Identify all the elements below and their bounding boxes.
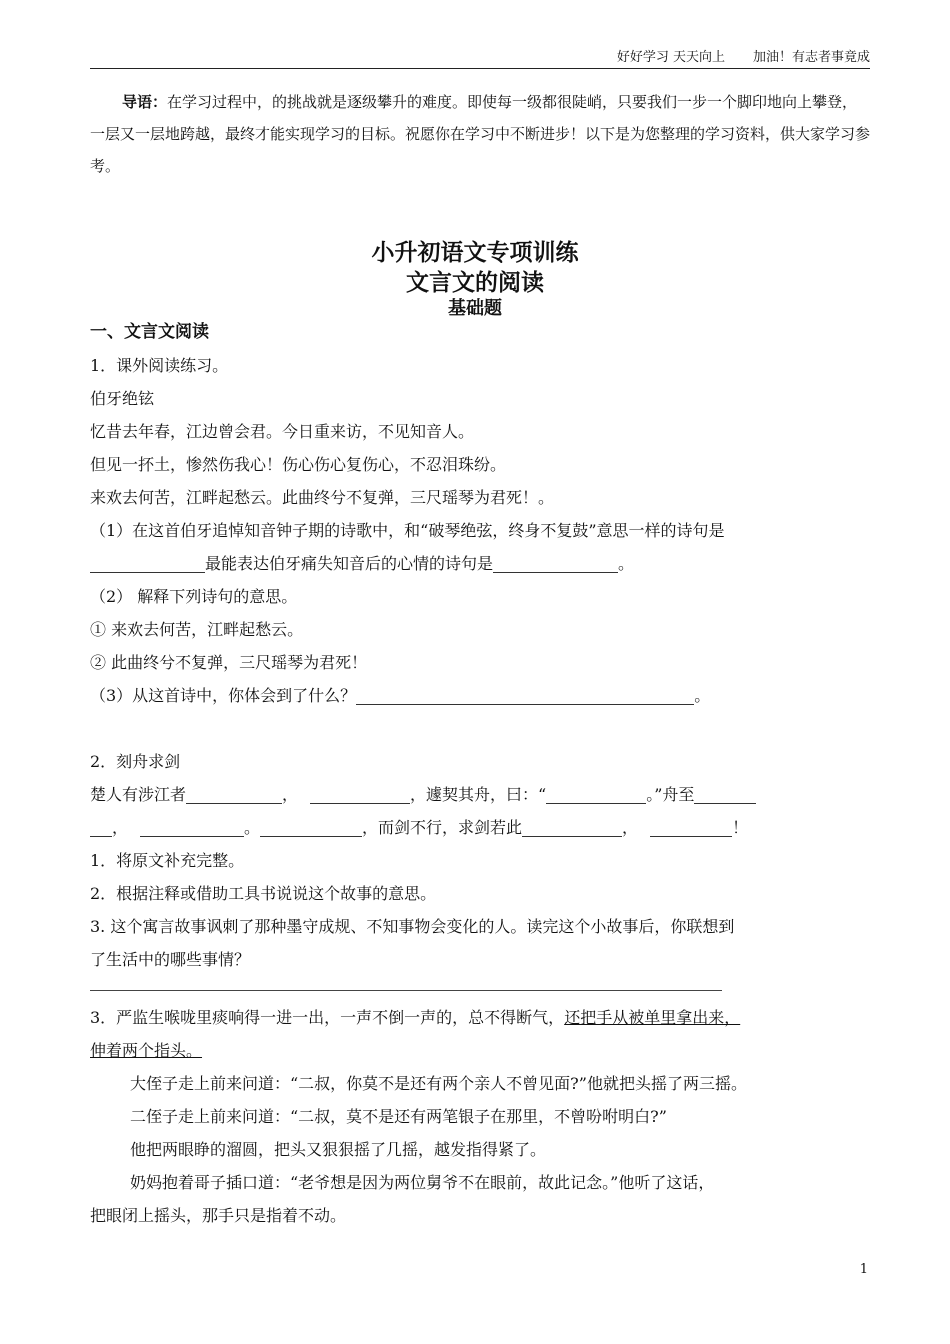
page-number: 1 [859,1262,868,1277]
answer-blank[interactable] [186,783,282,804]
answer-blank[interactable] [522,816,622,837]
content [90,316,872,1232]
q1-sub3-question: （3）从这首诗中，你体会到了什么？ 。 [90,686,711,705]
q2-task: 1．将原文补充完整。 [90,851,245,870]
answer-blank[interactable] [650,816,732,837]
spacer [90,712,872,745]
sub-title: 文言文的阅读 [406,270,544,296]
q2-fill-line: 楚人有涉江者 ， ，遽契其舟，曰：“ 。”舟至 [90,778,872,811]
header-motto-right: 加油！有志者事竟成 [752,50,870,65]
answer-blank[interactable] [140,816,244,837]
q3-paragraph: 奶妈抱着哥子插口道：“老爷想是因为两位舅爷不在眼前，故此记念。”他听了这话， [130,1173,715,1192]
q2-task-cont: 了生活中的哪些事情？ [90,950,251,969]
q3-paragraph: 二侄子走上前来问道：“二叔，莫不是还有两笔银子在那里，不曾吩咐明白?” [130,1107,667,1126]
q1-sub2-question: （2） 解释下列诗句的意思。 [90,587,298,606]
q3-paragraph: 他把两眼睁的溜圆，把头又狠狠摇了几摇，越发指得紧了。 [130,1140,547,1159]
q1-sub1-answer-line: 最能表达伯牙痛失知音后的心情的诗句是 。 [90,547,872,580]
poem-line: 来欢去何苦，江畔起愁云。此曲终兮不复弹，三尺瑶琴为君死！。 [90,488,555,507]
title-block [0,238,950,320]
answer-blank[interactable] [260,816,362,837]
q2-fill-line: ， 。 ，而剑不行，求剑若此 ， ！ [90,811,872,844]
q1-sub2-item: ① 来欢去何苦，江畔起愁云。 [90,620,304,639]
answer-blank[interactable] [546,783,646,804]
answer-blank[interactable] [90,552,205,573]
q1-sub1-question: （1）在这首伯牙追悼知音钟子期的诗歌中，和“破琴绝弦，终身不复鼓”意思一样的诗句是 [90,521,725,540]
header-motto-left: 好好学习 天天向上 [616,50,725,65]
q3-line: 伸着两个指头。 [90,1041,203,1060]
answer-blank[interactable] [90,816,112,837]
answer-blank[interactable] [310,783,410,804]
poem-line: 但见一抔土，惨然伤我心！伤心伤心复伤心，不忍泪珠纷。 [90,455,507,474]
main-title: 小升初语文专项训练 [371,240,579,266]
intro-label: 导语： [122,93,168,111]
level-title: 基础题 [448,298,502,319]
answer-blank[interactable] [493,552,618,573]
answer-blank[interactable] [694,783,756,804]
intro-paragraph [90,86,870,182]
q3-line: 3．严监生喉咙里痰响得一进一出，一声不倒一声的，总不得断气，还把手从被单里拿出来， [90,1008,741,1027]
q1-heading: 1．课外阅读练习。 [90,356,229,375]
poem-line: 忆昔去年春，江边曾会君。今日重来访，不见知音人。 [90,422,475,441]
q2-task: 3. 这个寓言故事讽刺了那种墨守成规、不知事物会变化的人。读完这个小故事后，你联想到 [90,917,735,936]
q2-task: 2．根据注释或借助工具书说说这个故事的意思。 [90,884,437,903]
answer-line[interactable] [90,990,722,991]
section-heading: 一、文言文阅读 [90,322,209,342]
answer-blank[interactable] [356,684,694,705]
poem-title: 伯牙绝铉 [90,389,155,408]
q3-paragraph: 大侄子走上前来问道：“二叔，你莫不是还有两个亲人不曾见面?”他就把头摇了两三摇。 [130,1074,747,1093]
page-header [90,46,870,69]
intro-text: 在学习过程中，的挑战就是逐级攀升的难度。即使每一级都很陡峭，只要我们一步一个脚印地向上攀登，一层又一层地跨越，最终才能实现学习的目标。祝愿你在学习中不断进步！以下是为您整理的学习资料，供大家学习参考。 [90,93,871,175]
q2-heading: 2．刻舟求剑 [90,752,181,771]
q1-sub2-item: ② 此曲终兮不复弹，三尺瑶琴为君死！ [90,653,368,672]
q3-paragraph-cont: 把眼闭上摇头，那手只是指着不动。 [90,1206,347,1225]
